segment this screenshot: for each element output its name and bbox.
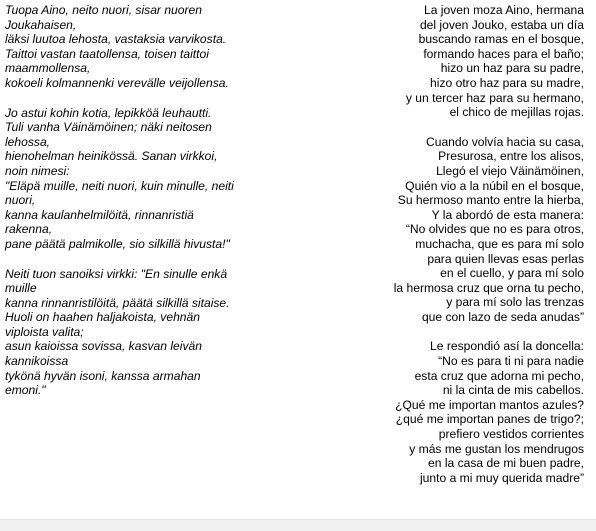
- spanish-verse-line: Su hermoso manto entre la hierba,: [397, 193, 584, 208]
- spanish-verse-line: y un tercer haz para su hermano,: [405, 90, 584, 105]
- spanish-stanza: [284, 135, 584, 325]
- finnish-verse-line: Joukahaisen,: [5, 17, 77, 32]
- finnish-verse-line: muille: [5, 281, 37, 296]
- spanish-verse-line: junto a mi muy querida madre”: [419, 470, 584, 485]
- spanish-verse-line: Presurosa, entre los alisos,: [438, 149, 584, 164]
- spanish-verse-line: muchacha, que es para mí solo: [415, 236, 584, 251]
- spanish-verse-line: Llegó el viejo Väinämöinen,: [436, 163, 584, 178]
- spanish-verse-line: buscando ramas en el bosque,: [418, 32, 584, 47]
- spanish-verse-line: el chico de mejillas rojas.: [449, 105, 584, 120]
- bottom-scrollbar-track: [0, 519, 596, 531]
- finnish-verse-line: kokoeli kolmannenki verevälle veijollensa.: [5, 75, 229, 90]
- finnish-verse-line: rakenna,: [5, 222, 53, 237]
- spanish-verse-line: prefiero vestidos corrientes: [438, 427, 584, 442]
- finnish-verse-line: noin nimesi:: [5, 163, 70, 178]
- spanish-verse-line: y más me gustan los mendrugos: [409, 441, 584, 456]
- finnish-verse-line: hienohelman heinikössä. Sanan virkkoi,: [5, 149, 218, 164]
- finnish-verse-line: "Eläpä muille, neiti nuori, kuin minulle, neiti: [5, 178, 234, 193]
- finnish-verse-line: asun kaioissa sovissa, kasvan leivän: [5, 339, 202, 354]
- spanish-verse-line: ¿Qué me importan mantos azules?: [395, 397, 584, 412]
- finnish-verse-line: viploista valita;: [5, 324, 84, 339]
- spanish-verse-line: en el cuello, y para mí solo: [440, 266, 584, 281]
- spanish-verse-line: La joven moza Aino, hermana: [423, 3, 584, 17]
- spanish-verse-line: la hermosa cruz que orna tu pecho,: [393, 280, 584, 295]
- spanish-verse-line: para quien llevas esas perlas: [427, 251, 584, 266]
- finnish-verse-line: tykönä hyvän isoni, kanssa armahan: [5, 368, 201, 383]
- finnish-verse-line: maammollensa,: [5, 61, 91, 76]
- finnish-verse-line: Taittoi vastan taatollensa, toisen taittoi: [5, 46, 209, 61]
- spanish-verse-line: hizo un haz para su padre,: [440, 61, 584, 76]
- finnish-verse-line: kanna kaulanhelmilöitä, rinnanristiä: [5, 207, 194, 222]
- spanish-verse-line: hizo otro haz para su madre,: [430, 75, 584, 90]
- finnish-verse-line: Neiti tuon sanoiksi virkki: "En sinulle enkä: [5, 266, 228, 281]
- spanish-verse-line: Y la abordó de esta manera:: [431, 207, 584, 222]
- spanish-column: [284, 3, 584, 500]
- spanish-stanza: [284, 339, 584, 485]
- finnish-verse-line: Tuopa Aino, neito nuori, sisar nuoren: [5, 3, 202, 17]
- finnish-verse-line: pane päätä palmikolle, sio silkillä hivusta!": [5, 236, 230, 251]
- spanish-verse-line: esta cruz que adorna mi pecho,: [414, 368, 584, 383]
- finnish-verse-line: kanna rinnanristilöitä, päätä silkillä sitaise.: [5, 295, 230, 310]
- finnish-verse-line: läksi luutoa lehosta, vastaksia varvikosta.: [5, 32, 227, 47]
- spanish-verse-line: y para mí solo las trenzas: [446, 295, 584, 310]
- finnish-column: [5, 3, 295, 413]
- spanish-verse-line: Le respondió así la doncella:: [430, 339, 584, 354]
- finnish-verse-line: Huoli on haahen haljakoista, vehnän: [5, 310, 200, 325]
- spanish-verse-line: “No es para ti ni para nadie: [438, 354, 584, 369]
- finnish-verse-line: Jo astui kohin kotia, lepikköä leuhautti.: [5, 105, 212, 120]
- spanish-verse-line: formando haces para el baño;: [423, 46, 584, 61]
- finnish-verse-line: Tuli vanha Väinämöinen; näki neitosen: [5, 120, 212, 135]
- spanish-verse-line: ni la cinta de mis cabellos.: [442, 383, 584, 398]
- spanish-stanza: [284, 3, 584, 120]
- spanish-verse-line: Quién vio a la núbil en el bosque,: [405, 178, 584, 193]
- finnish-verse-line: lehossa,: [5, 134, 51, 149]
- spanish-verse-line: Cuando volvía hacia su casa,: [426, 134, 584, 149]
- finnish-stanza: [5, 267, 295, 398]
- finnish-verse-line: nuori,: [5, 193, 36, 208]
- spanish-verse-line: del joven Jouko, estaba un día: [419, 17, 584, 32]
- finnish-stanza: [5, 3, 295, 91]
- finnish-verse-line: kannikoissa: [5, 354, 69, 369]
- spanish-verse-line: en la casa de mi buen padre,: [428, 456, 584, 471]
- finnish-stanza: [5, 106, 295, 252]
- spanish-verse-line: “No olvides que no es para otros,: [405, 222, 584, 237]
- spanish-verse-line: ¿qué me importan panes de trigo?;: [395, 412, 584, 427]
- spanish-verse-line: que con lazo de seda anudas”: [421, 309, 584, 324]
- finnish-verse-line: emoni.": [5, 383, 46, 398]
